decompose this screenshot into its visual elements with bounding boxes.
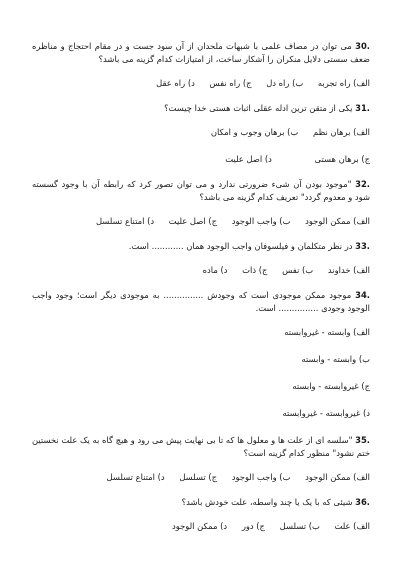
option-d: د) اصل علیت xyxy=(225,154,272,164)
option-d: د) غیروابسته - غیروابسته xyxy=(282,408,370,418)
option-a: الف) راه تجربه xyxy=(317,78,370,88)
option-c: ج) راه نفس xyxy=(209,78,252,88)
option-a: الف) علت xyxy=(334,521,370,531)
option-d: د) امتناع تسلسل xyxy=(95,216,155,226)
question-33 xyxy=(32,240,370,277)
question-number: 34. xyxy=(355,290,370,300)
option-b: ب) واجب الوجود xyxy=(231,216,291,226)
question-35 xyxy=(32,434,370,484)
question-30 xyxy=(32,40,370,90)
options xyxy=(32,326,370,420)
question-text: 32. "موجود بودن آن شیء ضرورتی ندارد و می توان تصور کرد که رابطه آن با وجود گسسته شود و معدوم گردد" تعریف کدام گزینه می باشد؟ xyxy=(32,179,370,202)
option-b: ب) برهان وجوب و امکان xyxy=(210,127,299,137)
question-text: 33. در نظر متکلمان و فیلسوفان واجب الوجود همان ............ است. xyxy=(128,241,370,251)
option-b: ب) راه دل xyxy=(266,78,304,88)
option-b: ب) واجب الوجود xyxy=(231,472,291,482)
option-d: د) امتناع تسلسل xyxy=(106,472,165,482)
option-c: ج) دور xyxy=(241,521,265,531)
option-d: د) ممکن الوجود xyxy=(172,521,228,531)
option-c: ج) غیروابسته - وابسته xyxy=(292,381,370,391)
question-text: 34. موجود ممکن موجودی است که وجودش ............... به موجودی دیگر است؛ وجود واجب الوجود وجودی ............... است. xyxy=(32,290,370,313)
option-a: الف) خداوند xyxy=(327,265,370,275)
question-32 xyxy=(32,178,370,228)
option-b: ب) وابسته - وابسته xyxy=(301,354,370,364)
option-c: ج) ذات xyxy=(242,265,268,275)
question-number: 32. xyxy=(355,179,370,189)
option-a: الف) برهان نظم xyxy=(313,127,370,137)
options xyxy=(32,77,370,90)
question-36 xyxy=(32,496,370,533)
options xyxy=(32,126,370,166)
question-number: 31. xyxy=(355,103,370,113)
question-text: 35. "سلسه ای از علت ها و معلول ها که تا بی نهایت پیش می رود و هیچ گاه به یک علت نخستین ختم نشود" منظور کدام گزینه است؟ xyxy=(32,435,370,458)
option-c: ج) تسلسل xyxy=(179,472,218,482)
question-31 xyxy=(32,102,370,166)
option-a: الف) ممکن الوجود xyxy=(305,216,370,226)
options xyxy=(32,520,370,533)
option-a: الف) ممکن الوجود xyxy=(305,472,370,482)
question-text: 30. می توان در مصاف علمی با شبهات ملحدان از آن سود جست و در مقام احتجاج و مناظره ضعف سستی دلایل منکران را آشکار ساخت، از امتیازات کدام گزینه می باشد؟ xyxy=(32,41,370,64)
question-number: 35. xyxy=(355,435,370,445)
question-number: 30. xyxy=(355,41,370,51)
option-c: ج) برهان هستی xyxy=(314,154,370,164)
question-text: 31. یکی از متقن ترین ادله عقلی اثبات هستی خدا چیست؟ xyxy=(164,103,370,113)
options xyxy=(32,471,370,484)
option-d: د) راه عقل xyxy=(156,78,195,88)
options xyxy=(32,215,370,228)
option-a: الف) وابسته - غیروابسته xyxy=(284,327,370,337)
question-number: 33. xyxy=(355,241,370,251)
question-34 xyxy=(32,289,370,420)
question-text: 36. شیئی که با یک یا چند واسطه، علت خودش باشد؟ xyxy=(181,497,370,507)
option-c: ج) اصل علیت xyxy=(168,216,218,226)
options xyxy=(32,264,370,277)
option-b: ب) تسلسل xyxy=(279,521,320,531)
question-number: 36. xyxy=(355,497,370,507)
option-d: د) ماده xyxy=(202,265,228,275)
option-b: ب) نفس xyxy=(282,265,314,275)
